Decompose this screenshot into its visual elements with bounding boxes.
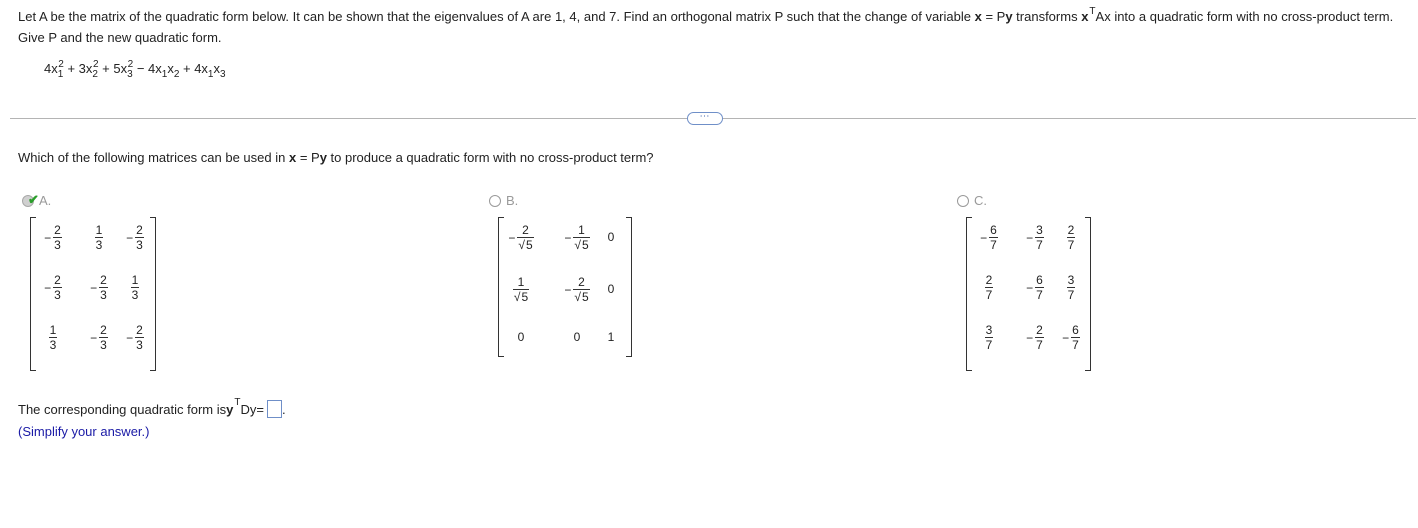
option-c[interactable] (957, 193, 987, 208)
answer-eq: = (256, 401, 264, 417)
prompt-before: Which of the following matrices can be used in (18, 150, 289, 165)
fraction (99, 323, 108, 352)
option-c-label: C. (974, 193, 987, 208)
option-a[interactable] (22, 193, 51, 208)
denominator: √5 (513, 290, 529, 304)
fraction (1035, 273, 1044, 302)
eq-p: P (996, 9, 1006, 24)
prompt-after: to produce a quadratic form with no cross-product term? (326, 150, 654, 165)
term-1-pow: 2 (58, 59, 64, 70)
fraction (573, 223, 589, 252)
denominator: 3 (54, 238, 61, 252)
fraction (989, 223, 998, 252)
numerator: 2 (54, 273, 61, 287)
matrix-cell (1022, 273, 1048, 302)
fraction (53, 223, 62, 252)
numerator: 2 (54, 223, 61, 237)
matrix-b (498, 217, 632, 357)
matrix-cell (122, 223, 148, 252)
denominator: 7 (1072, 338, 1079, 352)
fraction (513, 275, 529, 304)
bracket-left (30, 217, 36, 371)
simplify-hint: (Simplify your answer.) (18, 424, 150, 439)
numerator: 2 (522, 223, 529, 237)
fraction (49, 323, 58, 352)
term-5-sub: 1 (207, 69, 214, 80)
term-3: + 5x (98, 61, 128, 76)
term-1-sub: 1 (57, 69, 64, 80)
matrix-cell (86, 223, 112, 252)
denominator: √5 (574, 290, 589, 304)
numerator: 6 (1036, 273, 1043, 287)
answer-text: The corresponding quadratic form is (18, 401, 227, 417)
matrix-cell (976, 223, 1002, 252)
matrix-cell (122, 323, 148, 352)
numerator: 3 (1036, 223, 1043, 237)
term-4-x: x (167, 61, 174, 76)
denominator: 7 (1036, 288, 1043, 302)
cell-value: 0 (573, 330, 581, 344)
term-4-sub2: 2 (173, 69, 180, 80)
minus-sign: − (90, 280, 98, 295)
minus-sign: − (90, 330, 98, 345)
fraction (985, 273, 994, 302)
numerator: 2 (100, 273, 107, 287)
minus-sign: − (564, 230, 572, 245)
numerator: 2 (578, 275, 585, 289)
matrix-cell (1022, 323, 1048, 352)
denominator: 3 (49, 338, 57, 352)
option-b-label: B. (506, 193, 519, 208)
matrix-c (966, 217, 1091, 371)
fraction (53, 273, 62, 302)
fraction (517, 223, 533, 252)
matrix-cell (1022, 223, 1048, 252)
minus-sign: − (1026, 230, 1034, 245)
matrix-cell (508, 223, 534, 252)
minus-sign: − (1026, 280, 1034, 295)
term-2-sub: 2 (92, 69, 98, 80)
cell-value: 0 (607, 230, 615, 244)
minus-sign: − (126, 230, 134, 245)
checkmark-icon: ✔ (28, 191, 39, 207)
fraction (1035, 223, 1044, 252)
denominator: 3 (95, 238, 103, 252)
radicand: 5 (525, 238, 533, 252)
matrix-cell (564, 323, 590, 352)
matrix-cell (598, 223, 624, 252)
term-4: − 4x (133, 61, 162, 76)
minus-sign: − (44, 280, 52, 295)
xt: x (1081, 9, 1089, 24)
matrix-cell (598, 275, 624, 304)
numerator: 6 (1072, 323, 1079, 337)
denominator: 7 (1067, 238, 1075, 252)
term-2-pow: 2 (92, 59, 99, 70)
matrix-cell (40, 323, 66, 352)
numerator: 2 (1036, 323, 1043, 337)
fraction (131, 273, 140, 302)
denominator: 3 (136, 338, 143, 352)
denominator: 7 (1067, 288, 1075, 302)
prompt-eq: = (296, 150, 312, 165)
fraction (95, 223, 104, 252)
subquestion-prompt (18, 150, 654, 165)
matrix-cell (598, 323, 624, 352)
matrix-cell (40, 223, 66, 252)
fraction (135, 323, 144, 352)
bracket-right (626, 217, 632, 357)
matrix-cell (508, 275, 534, 304)
radio-b[interactable] (489, 195, 501, 207)
fraction (99, 273, 108, 302)
minus-sign: − (126, 330, 134, 345)
numerator: 2 (985, 273, 993, 287)
answer-input[interactable] (267, 400, 282, 418)
denominator: 3 (100, 288, 107, 302)
term-5-sub2: 3 (219, 69, 226, 80)
minus-sign: − (564, 282, 572, 297)
term-3-pow: 2 (127, 59, 134, 70)
radicand: 5 (581, 238, 589, 252)
denominator: 3 (131, 288, 139, 302)
matrix-cell (564, 275, 590, 304)
numerator: 6 (990, 223, 997, 237)
fraction (573, 275, 589, 304)
term-5-x: x (213, 61, 220, 76)
bracket-left (498, 217, 504, 357)
matrix-cell (976, 323, 1002, 352)
denominator: √5 (518, 238, 533, 252)
quadratic-form-formula (44, 59, 226, 80)
show-more-button[interactable]: ⋯ (687, 112, 723, 125)
question-text (18, 7, 1413, 47)
minus-sign: − (508, 230, 516, 245)
question-part3: into a quadratic form with no cross-product term. Give P and the new quadratic form. (18, 9, 1394, 45)
matrix-a (30, 217, 156, 371)
prompt-y: y (319, 150, 327, 165)
denominator: 7 (985, 288, 993, 302)
fraction (1071, 323, 1080, 352)
matrix-cell (1058, 273, 1084, 302)
question-part1: Let A be the matrix of the quadratic form below. It can be shown that the eigenvalues of A are 1, 4, and 7. Find an orthogonal matrix P such that the change of variable (18, 9, 975, 24)
minus-sign: − (44, 230, 52, 245)
period: . (281, 401, 286, 417)
fraction (1067, 223, 1076, 252)
fraction (985, 323, 994, 352)
bracket-right (150, 217, 156, 371)
numerator: 1 (95, 223, 103, 237)
bracket-right (1085, 217, 1091, 371)
prompt-x: x (288, 150, 297, 165)
question-part2: transforms (1012, 9, 1082, 24)
cell-value: 0 (607, 282, 615, 296)
denominator: √5 (574, 238, 589, 252)
numerator: 3 (985, 323, 993, 337)
denominator: 3 (100, 338, 107, 352)
answer-transpose: T (234, 396, 241, 408)
term-4-sub: 1 (161, 69, 168, 80)
eq-x: x (974, 9, 982, 24)
numerator: 3 (1067, 273, 1075, 287)
denominator: 7 (985, 338, 993, 352)
prompt-p: P (311, 150, 320, 165)
term-1: 4x (44, 61, 58, 76)
matrix-cell (1058, 223, 1084, 252)
matrix-cell (976, 273, 1002, 302)
matrix-cell (564, 223, 590, 252)
matrix-cell (508, 323, 534, 352)
term-5: + 4x (179, 61, 208, 76)
numerator: 2 (100, 323, 107, 337)
cell-value: 0 (517, 330, 525, 344)
denominator: 7 (1036, 238, 1043, 252)
numerator: 1 (49, 323, 57, 337)
fraction (135, 223, 144, 252)
answer-dy: Dy (240, 401, 257, 417)
eq-y: y (1005, 9, 1013, 24)
numerator: 1 (517, 275, 525, 289)
numerator: 1 (131, 273, 139, 287)
numerator: 2 (1067, 223, 1075, 237)
denominator: 7 (990, 238, 997, 252)
answer-line (18, 396, 286, 418)
cell-value: 1 (607, 330, 615, 344)
option-b[interactable] (489, 193, 518, 208)
minus-sign: − (1062, 330, 1070, 345)
radicand: 5 (581, 290, 589, 304)
matrix-cell (122, 273, 148, 302)
matrix-cell (1058, 323, 1084, 352)
minus-sign: − (1026, 330, 1034, 345)
option-a-label: A. (39, 193, 52, 208)
bracket-left (966, 217, 972, 371)
radio-c[interactable] (957, 195, 969, 207)
matrix-cell (86, 323, 112, 352)
term-3-sub: 3 (127, 69, 133, 80)
answer-y: y (226, 401, 234, 417)
ax: Ax (1095, 9, 1111, 24)
numerator: 1 (578, 223, 585, 237)
radicand: 5 (521, 290, 529, 304)
denominator: 3 (136, 238, 143, 252)
fraction (1067, 273, 1076, 302)
fraction (1035, 323, 1044, 352)
matrix-cell (86, 273, 112, 302)
denominator: 7 (1036, 338, 1043, 352)
minus-sign: − (980, 230, 988, 245)
numerator: 2 (136, 323, 143, 337)
eq-equals: = (981, 9, 997, 24)
term-2: + 3x (63, 61, 93, 76)
matrix-cell (40, 273, 66, 302)
transpose-sup: T (1089, 6, 1096, 17)
radio-a[interactable] (22, 191, 39, 207)
denominator: 3 (54, 288, 61, 302)
numerator: 2 (136, 223, 143, 237)
